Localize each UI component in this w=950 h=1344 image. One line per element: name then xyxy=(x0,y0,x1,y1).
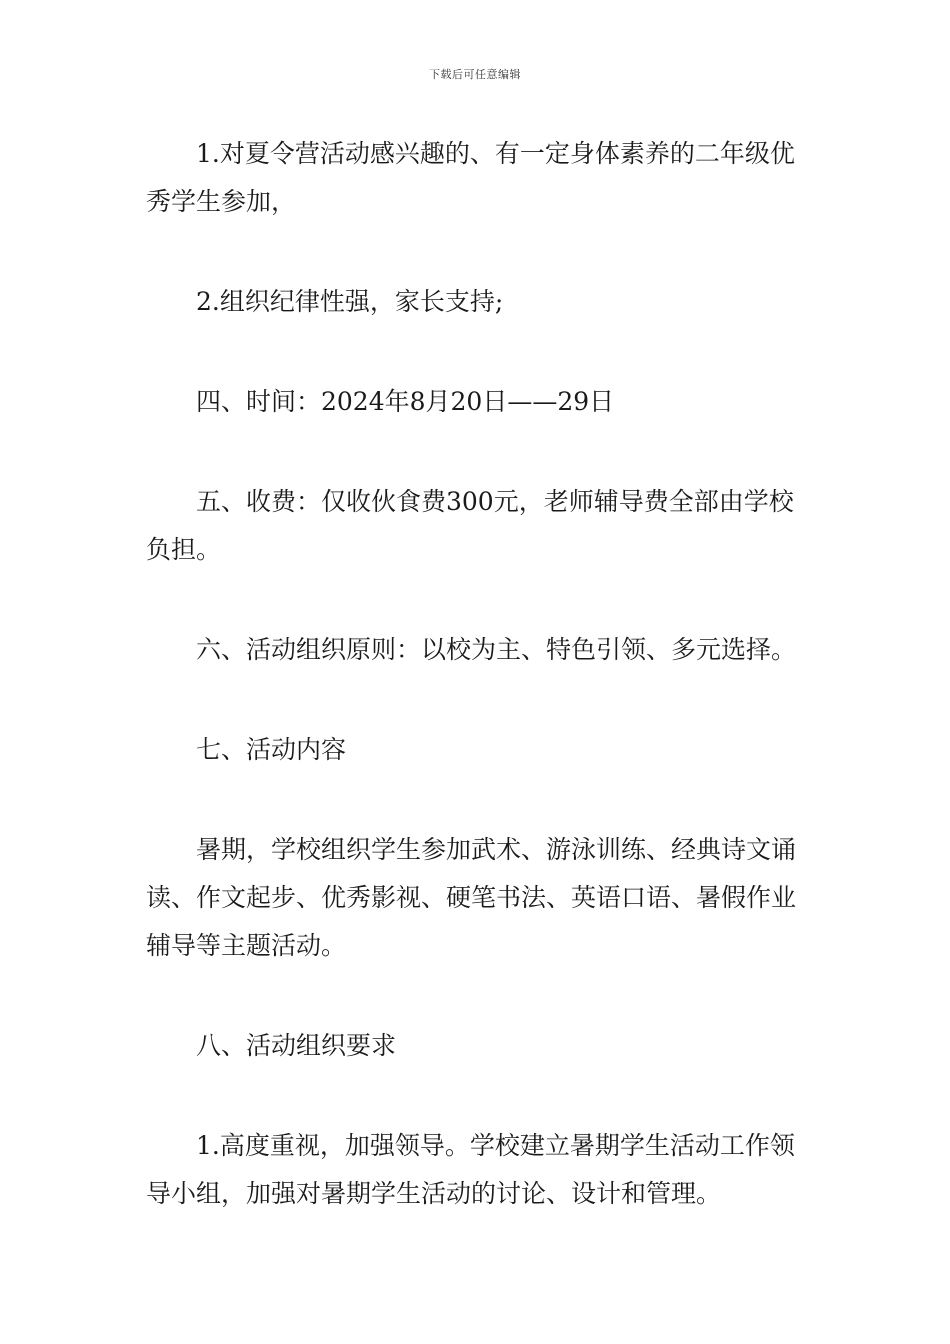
section-heading-requirements: 八、活动组织要求 xyxy=(196,1031,397,1060)
section-heading-content: 七、活动内容 xyxy=(196,735,347,764)
paragraph-participants-2: 2.组织纪律性强，家长支持; xyxy=(196,287,504,316)
paragraph-principles: 六、活动组织原则：以校为主、特色引领、多元选择。 xyxy=(196,635,797,664)
page-header: 下载后可任意编辑 xyxy=(429,68,521,81)
paragraph-requirement-1: 1.高度重视，加强领导。学校建立暑期学生活动工作领导小组，加强对暑期学生活动的讨论、设计和管理。 xyxy=(146,1131,795,1208)
document-body xyxy=(146,130,808,1218)
paragraph-participants-1: 1.对夏令营活动感兴趣的、有一定身体素养的二年级优秀学生参加， xyxy=(146,139,795,216)
paragraph-fees: 五、收费：仅收伙食费300元，老师辅导费全部由学校负担。 xyxy=(146,487,794,564)
paragraph-time: 四、时间：2024年8月20日——29日 xyxy=(196,387,615,416)
paragraph-activities: 暑期，学校组织学生参加武术、游泳训练、经典诗文诵读、作文起步、优秀影视、硬笔书法、英语口语、暑假作业辅导等主题活动。 xyxy=(146,835,797,960)
